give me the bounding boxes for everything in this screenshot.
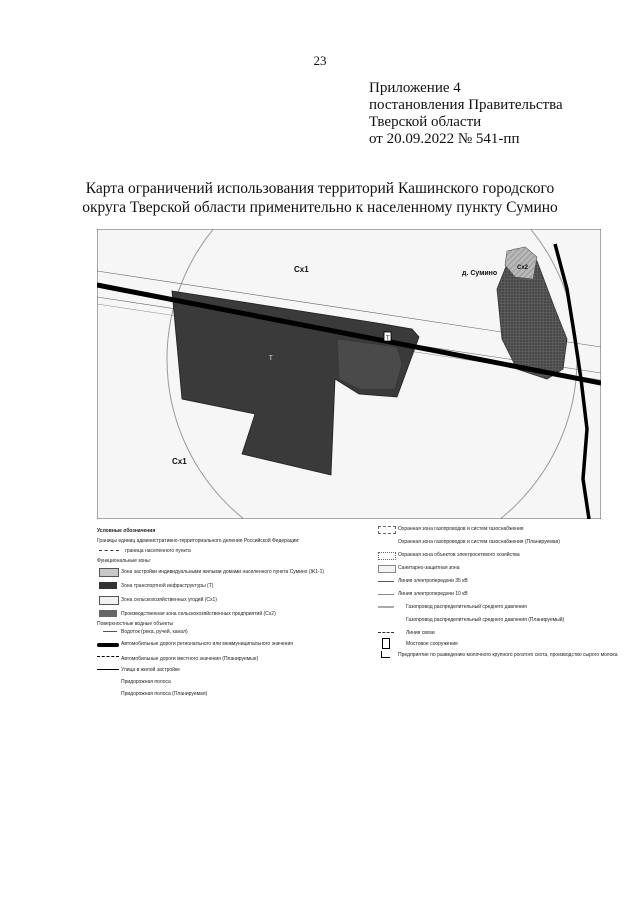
legend-admin-header: Границы единиц административно-территориального деления Российской Федерации: — [97, 538, 300, 544]
label-cx1-bottom: Сх1 — [172, 457, 187, 466]
legend-water-header: Поверхностные водные объекты — [97, 621, 174, 627]
street-swatch — [97, 669, 119, 670]
legend-zone-housing: Зона застройки индивидуальными жилыми домами населенного пункта Сумино (Ж1-1) — [121, 569, 325, 575]
local-road-swatch — [97, 656, 119, 659]
gas-mid-swatch — [378, 606, 394, 608]
legend-road-regional: Автомобильные дороги регионального или межмуниципального значения — [121, 641, 293, 647]
bridge-swatch — [382, 638, 390, 649]
transport-zone-part — [337, 339, 402, 389]
legend-sanitary: Санитарно-защитная зона — [398, 565, 460, 571]
title-line: округа Тверской области применительно к населенному пункту Сумино — [82, 199, 558, 216]
label-transport-1: Т — [269, 356, 273, 362]
label-cx1-top: Сх1 — [294, 265, 309, 274]
appendix-line: постановления Правительства — [369, 97, 563, 113]
settlement-border-swatch — [99, 550, 119, 551]
map-canvas — [97, 229, 601, 519]
legend-comm-line: Линия связи — [406, 630, 435, 636]
legend-power35: Линия электропередачи 35 кВ — [398, 578, 468, 584]
legend-header: Условные обозначения — [97, 528, 156, 534]
agri-prod-swatch — [99, 610, 117, 617]
legend-roadside: Придорожная полоса — [121, 679, 171, 685]
housing-swatch — [99, 568, 119, 577]
legend-bridge: Мостовое сооружение — [406, 641, 458, 647]
cattle-farm-icon — [381, 651, 390, 658]
agri-land-swatch — [99, 596, 119, 605]
legend-watercourse: Водоток (река, ручей, канал) — [121, 629, 188, 635]
legend-gas-mid: Газопровод распределительный среднего давления — [406, 604, 527, 610]
power10-swatch — [378, 594, 394, 595]
legend-roadside-plan: Придорожная полоса (Планируемая) — [121, 691, 208, 697]
legend-road-local-plan: Автомобильные дороги местного значения (Планируемые) — [121, 656, 259, 662]
legend-cattle: Предприятие по разведению молочного крупного рогатого скота, производство сырого молока — [398, 652, 618, 658]
legend-func-header: Функциональные зоны: — [97, 558, 152, 564]
legend-power10: Линия электропередачи 10 кВ — [398, 591, 468, 597]
legend-zone-transport: Зона транспортной инфраструктуры (Т) — [121, 583, 214, 589]
appendix-line: от 20.09.2022 № 541-пп — [369, 131, 520, 147]
legend-left — [97, 528, 367, 708]
transport-swatch — [99, 582, 117, 589]
legend-settlement-border: граница населенного пункта — [125, 548, 191, 554]
legend-street: Улица в жилой застройке — [121, 667, 180, 673]
power-guard-swatch — [378, 552, 396, 560]
legend-power-guard: Охранная зона объектов электросетевого хозяйства — [398, 552, 520, 558]
label-transport-2: Т — [386, 336, 390, 342]
page-number: 23 — [313, 53, 327, 68]
regional-road-swatch — [97, 643, 119, 647]
legend-zone-agri-prod: Производственная зона сельскохозяйственных предприятий (Сх2) — [121, 611, 276, 617]
legend-gas-guard: Охранная зона газопроводов и систем газоснабжения — [398, 526, 524, 532]
map-title — [70, 179, 570, 217]
title-line: Карта ограничений использования территорий Кашинского городского — [85, 180, 555, 197]
legend-zone-agri-land: Зона сельскохозяйственных угодий (Сх1) — [121, 597, 217, 603]
gas-guard-swatch — [378, 526, 396, 534]
sanitary-swatch — [378, 565, 396, 573]
watercourse-swatch — [103, 631, 117, 632]
legend-gas-mid-plan: Газопровод распределительный среднего давления (Планируемый) — [406, 617, 565, 623]
appendix-line: Тверской области — [369, 114, 482, 130]
appendix-block — [369, 80, 563, 148]
legend-gas-guard-plan: Охранная зона газопроводов и систем газоснабжения (Планируемая) — [398, 539, 560, 545]
label-settlement: д. Сумино — [462, 270, 498, 277]
label-cx2: Сх2 — [517, 265, 529, 271]
legend-right — [378, 524, 618, 664]
power35-swatch — [378, 581, 394, 582]
comm-line-swatch — [378, 632, 394, 633]
appendix-line: Приложение 4 — [369, 80, 461, 96]
